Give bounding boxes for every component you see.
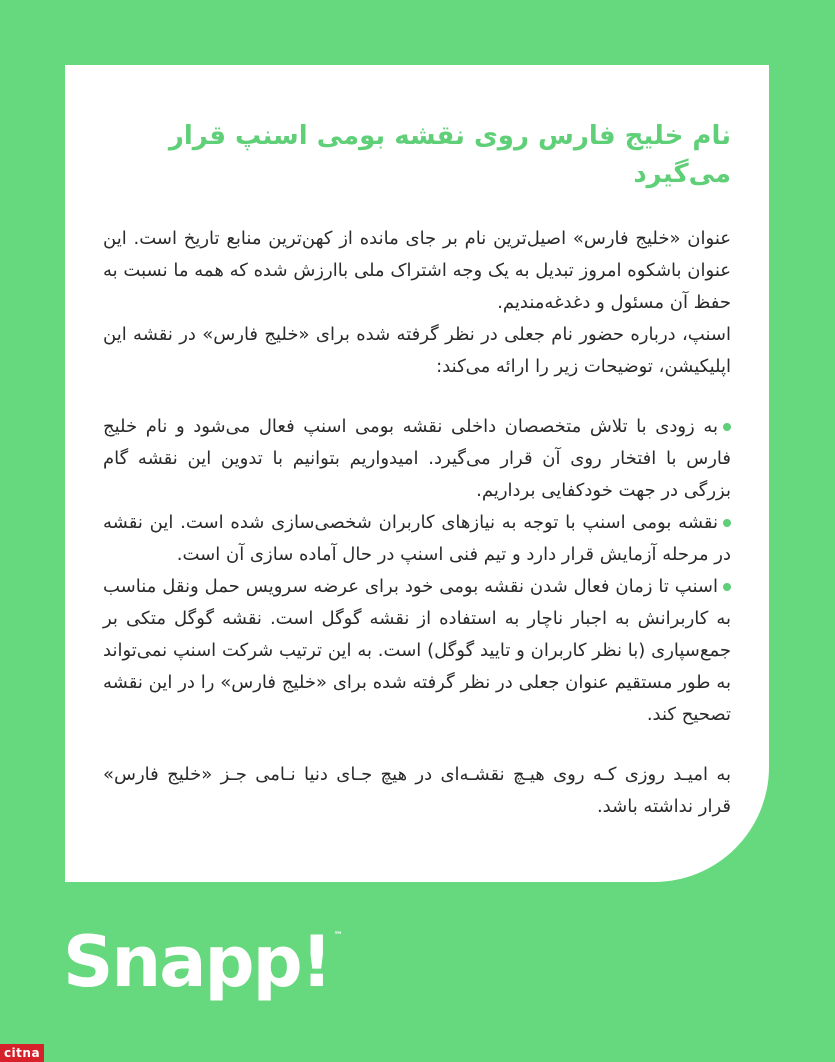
- bullet-item: [103, 571, 731, 731]
- citna-watermark: citna: [0, 1044, 44, 1062]
- spacer: [103, 731, 731, 759]
- announcement-card: [65, 65, 769, 882]
- bullet-text: نقشه بومی اسنپ با توجه به نیازهای کاربران شخصی‌سازی شده است. این نقشه در مرحله آزمایش قرار دارد و تیم فنی اسنپ در حال آماده سازی آن است.: [103, 512, 731, 565]
- spacer: [103, 383, 731, 411]
- bullet-dot-icon: [723, 583, 731, 591]
- trademark-symbol: ™: [333, 931, 343, 941]
- article-content: [103, 117, 731, 823]
- snapp-logo-text: Snapp!: [63, 921, 331, 1003]
- bullet-text: به زودی با تلاش متخصصان داخلی نقشه بومی اسنپ فعال می‌شود و نام خلیج فارس با افتخار روی آن قرار می‌گیرد. امیدواریم بتوانیم با تدوین این نقشه گام بزرگی در جهت خودکفایی برداریم.: [103, 416, 731, 501]
- article-title: نام خلیج فارس روی نقشه بومی اسنپ قرار می‌گیرد: [168, 121, 731, 189]
- intro-paragraph-2: اسنپ، درباره حضور نام جعلی در نظر گرفته شده برای «خلیج فارس» در نقشه این اپلیکیشن، توضیحات زیر را ارائه می‌کند:: [103, 324, 731, 377]
- intro-paragraph: عنوان «خلیج فارس» اصیل‌ترین نام بر جای مانده از کهن‌ترین منابع تاریخ است. این عنوان باشکوه امروز تبدیل به یک وجه اشتراک ملی باارزش شده که همه ما نسبت به حفظ آن مسئول و دغدغه‌مندیم.: [103, 228, 731, 313]
- bullet-dot-icon: [723, 519, 731, 527]
- closing-paragraph: به امیـد روزی کـه روی هیـچ نقشـه‌ای در هیچ جـای دنیا نـامی جـز «خلیج فارس» قرار نداشته باشد.: [103, 764, 731, 817]
- bullet-text: اسنپ تا زمان فعال شدن نقشه بومی خود برای عرضه سرویس حمل ونقل مناسب به کاربرانش به اجبار ناچار به استفاده از نقشه گوگل است. نقشه گوگل متکی بر جمع‌سپاری (با نظر کاربران و تایید گوگل) است. به این ترتیب شرکت اسنپ نمی‌تواند به طور مستقیم عنوان جعلی در نظر گرفته شده برای «خلیج فارس» را در این نقشه تصحیح کند.: [103, 576, 731, 725]
- snapp-logo: [63, 920, 343, 1004]
- bullet-item: [103, 507, 731, 571]
- bullet-item: [103, 411, 731, 507]
- bullet-dot-icon: [723, 423, 731, 431]
